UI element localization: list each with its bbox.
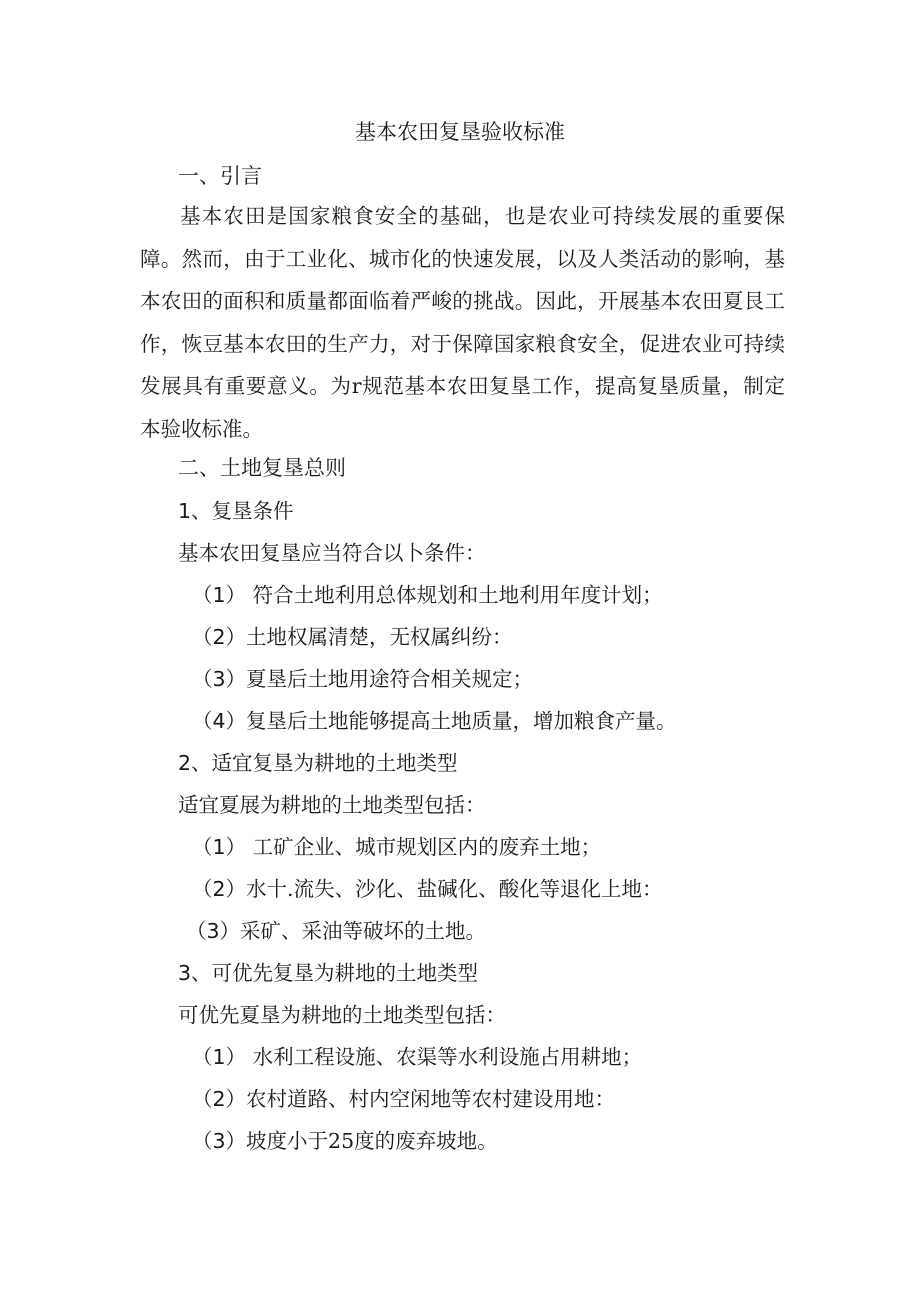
list-item — [192, 873, 663, 905]
list-item-number: （1） — [192, 583, 247, 607]
list-item-number: （2） — [192, 625, 247, 649]
subsection-heading-priority-land — [178, 957, 478, 989]
section-heading-introduction: 一、引言 — [178, 164, 262, 188]
list-item-number: （4） — [192, 709, 247, 733]
list-item-text: 坡度小于25度的废弃坡地。 — [246, 1129, 498, 1153]
priority-land-intro: 可优先夏垦为耕地的土地类型包括： — [178, 1003, 506, 1027]
list-item-number: （3） — [192, 1129, 247, 1153]
list-item — [192, 705, 677, 737]
suitable-land-intro: 适宜夏展为耕地的土地类型包括： — [178, 793, 486, 817]
subsection-number: 2 — [178, 751, 192, 775]
list-item-text: 符合土地利用总体规划和土地利用年度计划； — [252, 583, 663, 607]
list-item-text: 夏垦后土地用途符合相关规定； — [246, 667, 534, 691]
list-item-number: （3） — [186, 919, 241, 943]
list-item — [186, 915, 486, 947]
list-item-number: （2） — [192, 877, 247, 901]
list-item — [192, 621, 513, 653]
list-item-text: 采矿、采油等破坏的土地。 — [240, 919, 487, 943]
list-item — [192, 663, 533, 695]
list-item — [192, 1125, 498, 1157]
conditions-intro: 基本农田复垦应当符合以卜条件： — [178, 541, 486, 565]
list-item-number: （3） — [192, 667, 247, 691]
list-item-text: 工矿企业、城市规划区内的废弃土地； — [252, 835, 602, 859]
subsection-number: 1 — [178, 499, 192, 523]
list-item-number: （2） — [192, 1087, 247, 1111]
list-item-text: 复垦后土地能够提高土地质量，增加粮食产量。 — [246, 709, 677, 733]
section-heading-general-principles: 二、土地复垦总则 — [178, 456, 346, 480]
subsection-title: 、复垦条件 — [191, 499, 294, 523]
subsection-title: 、适宜复垦为耕地的土地类型 — [191, 751, 458, 775]
subsection-heading-conditions — [178, 495, 294, 527]
list-item-text: 农村道路、村内空闲地等农村建设用地： — [246, 1087, 616, 1111]
list-item-text: 水十.流失、沙化、盐碱化、酸化等退化上地： — [246, 877, 663, 901]
subsection-heading-suitable-land — [178, 747, 458, 779]
list-item-number: （1） — [192, 835, 247, 859]
list-item — [192, 579, 663, 611]
list-item — [192, 1083, 615, 1115]
list-item — [192, 1041, 642, 1073]
subsection-number: 3 — [178, 961, 192, 985]
list-item-text: 水利工程设施、农渠等水利设施占用耕地； — [252, 1045, 643, 1069]
list-item-number: （1） — [192, 1045, 247, 1069]
subsection-title: 、可优先复垦为耕地的土地类型 — [191, 961, 479, 985]
list-item — [192, 831, 601, 863]
document-title: 基本农田复垦验收标准 — [355, 120, 565, 144]
list-item-text: 土地权属清楚，无权属纠纷： — [246, 625, 513, 649]
introduction-paragraph: 基本农田是国家粮食安全的基础，也是农业可持续发展的重要保障。然而，由于工业化、城市化的快速发展，以及人类活动的影响，基本农田的面积和质量都面临着严峻的挑战。因此，开展基本农田夏艮工作，恢豆基本农田的生产力，对于保障国家粮食安全，促进农业可持续发展具有重要意义。为r规范基本农田复垦工作，提高复垦质量，制定本验收标准。 — [140, 204, 785, 441]
